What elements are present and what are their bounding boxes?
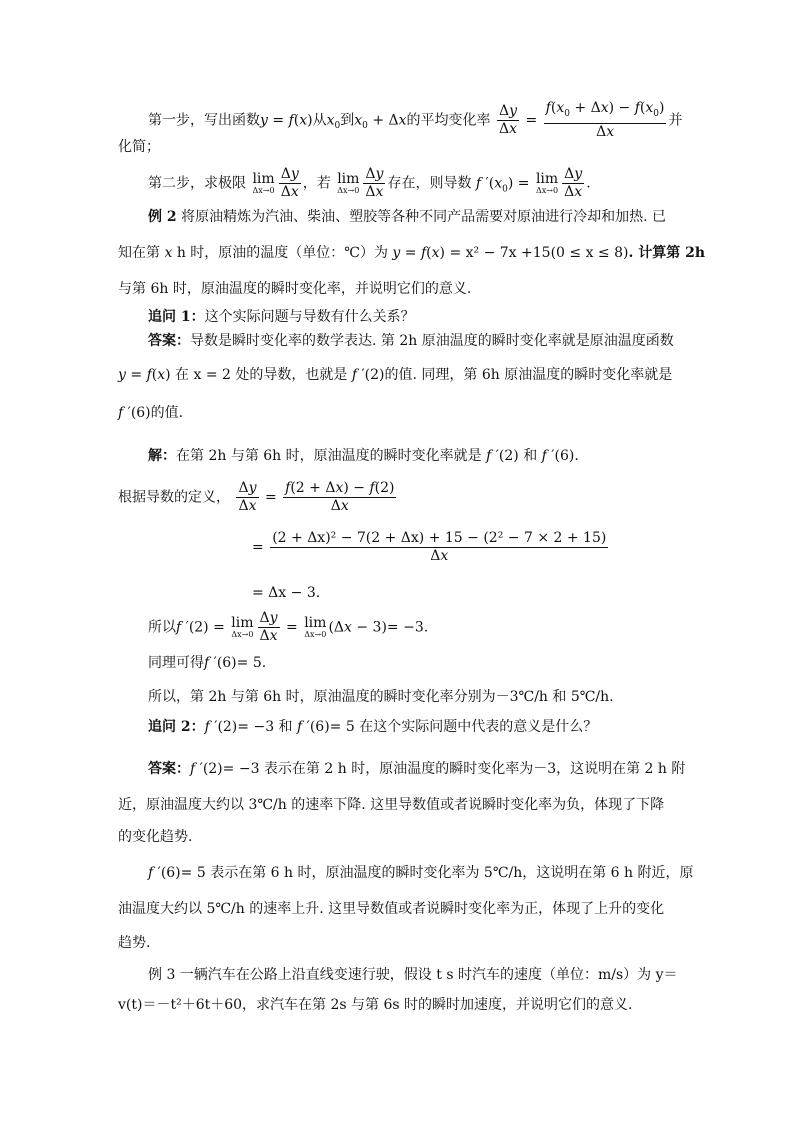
text: 的值. <box>150 405 184 421</box>
conclusion-line: 所以，第 2h 与第 6h 时，原油温度的瞬时变化率分别为－3℃/h 和 5℃/h. <box>148 689 614 705</box>
fraction: $\frac{f(x_0 + \Delta x) - f(x_0)}{\Delta x}$ <box>545 100 665 140</box>
followup-label: 追问 2： <box>148 719 205 735</box>
derivation-step-3: = Δx − 3. <box>252 585 321 601</box>
similarly-line: 同理可得f ′(6)= 5. <box>148 655 267 671</box>
text: 在 x = 2 处的导数，也就是 <box>175 367 348 383</box>
text: 将原油精炼为汽油、柴油、塑胶等各种不同产品需要对原油进行冷却和加热. 已 <box>181 209 666 225</box>
text: 第一步，写出函数 <box>148 112 260 129</box>
fraction: $\frac{\Delta y}{\Delta x}$ <box>498 102 518 137</box>
answer-2-line-3: 的变化趋势. <box>118 829 193 845</box>
text: 同理可得 <box>148 655 204 671</box>
fraction: $\frac{f(2 + \Delta x) - f(2)}{\Delta x}$ <box>285 480 395 514</box>
solution-label: 解： <box>148 448 176 464</box>
text: 第二步，求极限 <box>148 175 246 192</box>
limit: lim Δx→0 <box>337 171 360 195</box>
answer-2-line-1: 答案：f ′(2)= −3 表示在第 2 h 时，原油温度的瞬时变化率为－3，这说明在第 2 h 附 <box>148 761 686 777</box>
text: = 5 表示在第 6 h 时，原油温度的瞬时变化率为 5℃/h，这说明在第 6 h 附近，原 <box>180 865 694 881</box>
text: 到 <box>340 112 355 129</box>
answer-3-line-2: 油温度大约以 5℃/h 的速率上升. 这里导数值或者说瞬时变化率为正，体现了上升的变化 <box>118 901 665 917</box>
followup-label: 追问 1： <box>148 309 205 325</box>
answer-label: 答案： <box>148 333 190 349</box>
limit: lim Δx→0 <box>231 615 254 639</box>
text: 根据导数的定义， <box>118 489 230 506</box>
example-label: 例 2 <box>148 209 177 225</box>
fraction: $\frac{\Delta y}{\Delta x}$ <box>238 480 257 514</box>
answer-1-line-2: y = f(x) 在 x = 2 处的导数，也就是 f ′(2)的值. 同理，第 6h 原油温度的瞬时变化率就是 <box>118 367 673 383</box>
limit: lim Δx→0 <box>252 171 275 195</box>
definition-line: 根据导数的定义， $\frac{\Delta y}{\Delta x}$ = $\frac{f(2 + \Delta x) - f(2)}{\Delta x}$ <box>118 480 395 514</box>
text: 存在，则导数 <box>387 175 472 192</box>
text: 这个实际问题与导数有什么关系？ <box>204 309 415 325</box>
text: = x² − 7x +15(0 ≤ x ≤ 8) <box>449 245 629 261</box>
answer-3-line-3: 趋势. <box>118 935 151 951</box>
fraction: $\frac{\text{(2 + Δx)² − 7(2 + Δx) + 15 − (2² − 7 × 2 + 15)}}{\Delta x}$ <box>272 530 607 564</box>
text: = −3 表示在第 2 h 时，原油温度的瞬时变化率为－3，这说明在第 2 h 附 <box>222 761 686 777</box>
answer-3-line-1: f ′(6)= 5 表示在第 6 h 时，原油温度的瞬时变化率为 5℃/h，这说明在第 6 h 附近，原 <box>148 865 694 881</box>
text: 并 <box>668 112 683 129</box>
text: 所以 <box>148 619 176 636</box>
example-2-line-2: 知在第 x h 时，原油的温度（单位：℃）为 y = f(x) = x² − 7x +15(0 ≤ x ≤ 8). 计算第 2h <box>118 245 706 261</box>
text: h 时，原油的温度（单位：℃）为 <box>176 245 388 261</box>
text: 的平均变化率 <box>406 112 491 129</box>
text: = −3 和 <box>237 719 293 735</box>
text: 在第 2h 与第 6h 时，原油温度的瞬时变化率就是 <box>176 448 482 464</box>
example-2-line-3: 与第 6h 时，原油温度的瞬时变化率，并说明它们的意义. <box>118 281 472 297</box>
example-3-line-1: 例 3 一辆汽车在公路上沿直线变速行驶，假设 t s 时汽车的速度（单位：m/s）为 y＝ <box>148 967 678 983</box>
example-2-line-1 <box>148 208 666 226</box>
text: ，若 <box>302 175 331 192</box>
text: = 5. <box>236 655 267 671</box>
text: 从 <box>312 112 327 129</box>
step1-line: 第一步，写出函数y = f(x)从$x_0$到$x_0 + \Delta x$的平均变化率 $\frac{\Delta y}{\Delta x}$ = $\frac{f(x_0 + \Delta x) - f(x_0)}{\Delta x}$ 并 <box>148 100 683 140</box>
solution-line-1: 解：在第 2h 与第 6h 时，原油温度的瞬时变化率就是 f ′(2) 和 f ′(6). <box>148 448 579 464</box>
answer-label: 答案： <box>148 761 190 777</box>
text: 和 <box>523 448 538 464</box>
text: 的值. 同理，第 6h 原油温度的瞬时变化率就是 <box>384 367 673 383</box>
limit: lim Δx→0 <box>304 615 327 639</box>
so-line: 所以f ′(2) = lim Δx→0 $\frac{\Delta y}{\Delta x}$ = lim Δx→0 (Δx − 3)= −3. <box>148 610 429 644</box>
derivation-step-2: = $\frac{\text{(2 + Δx)² − 7(2 + Δx) + 15 − (2² − 7 × 2 + 15)}}{\Delta x}$ <box>252 530 607 564</box>
followup-1 <box>148 308 415 326</box>
answer-1-line-1 <box>148 332 674 350</box>
step2-line: 第二步，求极限 lim Δx→0 $\frac{\Delta y}{\Delta x}$ ，若 lim Δx→0 $\frac{\Delta y}{\Delta x}$ 存在，则导数 f $'(x_0) = \lim$ Δx→0 $\frac{\Delta y}{\Delta x}$ . <box>148 166 591 200</box>
limit: lim Δx→0 <box>535 171 559 195</box>
text: 导数是瞬时变化率的数学表达. 第 2h 原油温度的瞬时变化率就是原油温度函数 <box>190 333 674 349</box>
text: . 计算第 2h <box>628 245 706 261</box>
followup-2: 追问 2：f ′(2)= −3 和 f ′(6)= 5 在这个实际问题中代表的意义是什么？ <box>148 719 598 735</box>
answer-1-line-3: f ′(6)的值. <box>118 405 184 421</box>
text: = 5 在这个实际问题中代表的意义是什么？ <box>329 719 598 735</box>
example-3-line-2: v(t)＝－t²＋6t＋60，求汽车在第 2s 与第 6s 时的瞬时加速度，并说明它们的意义. <box>118 997 633 1013</box>
text: 知在第 <box>118 245 160 261</box>
answer-2-line-2: 近，原油温度大约以 3℃/h 的速率下降. 这里导数值或者说瞬时变化率为负，体现了下降 <box>118 797 665 813</box>
step1-line-2: 化简； <box>118 139 160 155</box>
text: = −3. <box>386 619 429 636</box>
